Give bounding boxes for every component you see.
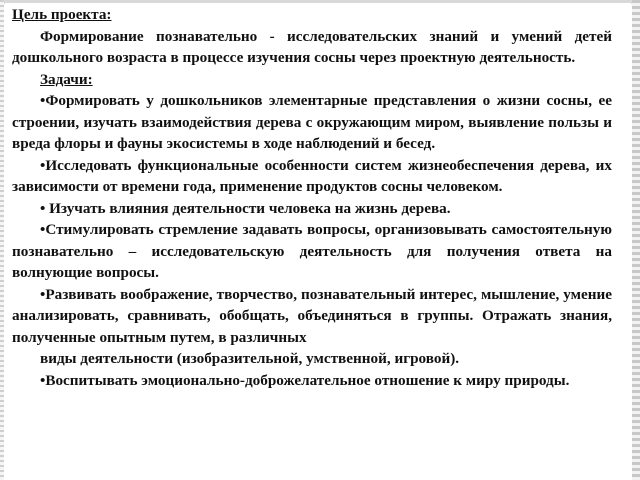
left-border-decoration (0, 0, 4, 480)
slide-content (12, 4, 612, 391)
right-border-decoration (632, 0, 640, 480)
task-item-4: •Стимулировать стремление задавать вопросы, организовывать самостоятельную познавательно – исследовательскую деятельность для получения ответа на волнующие вопросы. (12, 221, 612, 281)
tasks-heading: Задачи: (40, 70, 93, 88)
goal-heading: Цель проекта: (12, 6, 112, 23)
task-item-5: •Развивать воображение, творчество, познавательный интерес, мышление, умение анализировать, сравнивать, обобщать, объединяться в группы. Отражать знания, полученные опытным путем, в различных (12, 285, 612, 346)
task-item-5-continued: виды деятельности (изобразительной, умственной, игровой). (40, 350, 460, 367)
task-item-1: •Формировать у дошкольников элементарные представления о жизни сосны, ее строении, изучать взаимодействия дерева с окружающим миром, выявление пользы и вреда флоры и фауны экосистемы в ходе наблюдений и бесед. (12, 92, 612, 152)
task-item-3: • Изучать влияния деятельности человека на жизнь дерева. (40, 199, 451, 217)
task-item-6: •Воспитывать эмоционально-доброжелательное отношение к миру природы. (40, 371, 570, 389)
goal-text: Формирование познавательно - исследовательских знаний и умений детей дошкольного возраста в процессе изучения сосны через проектную деятельность. (12, 27, 612, 66)
task-item-2: •Исследовать функциональные особенности систем жизнеобеспечения дерева, их зависимости от времени года, применение продуктов сосны человеком. (12, 156, 612, 195)
